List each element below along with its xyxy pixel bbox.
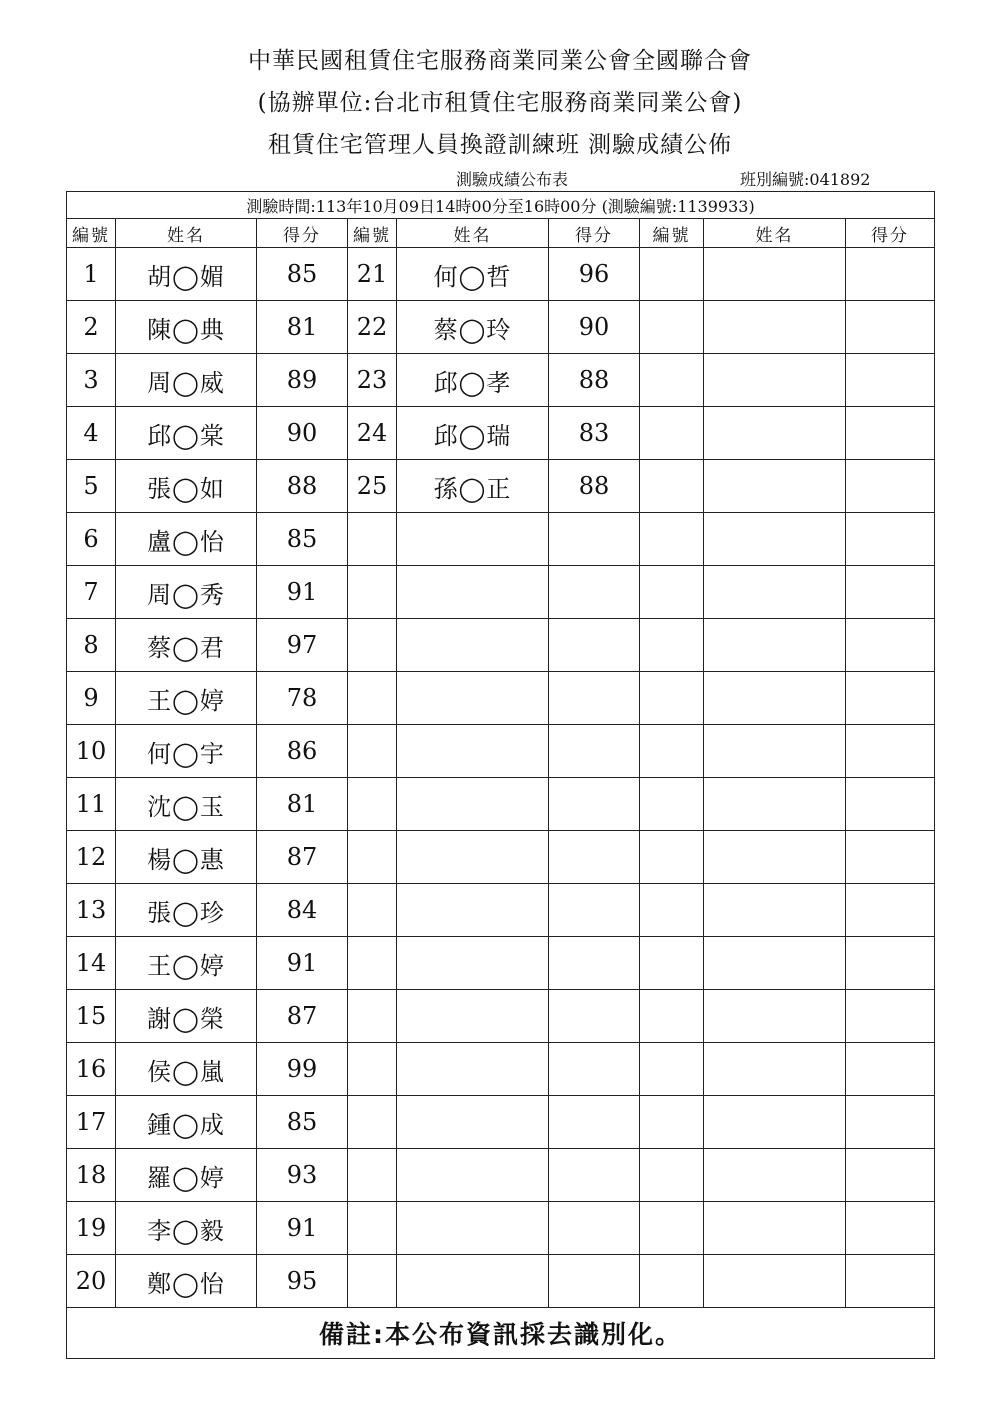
cell-name xyxy=(397,513,549,566)
cell-no xyxy=(348,725,397,778)
cell-name: 李◯毅 xyxy=(116,1202,257,1255)
header-name: 姓名 xyxy=(704,219,846,248)
cell-score xyxy=(846,990,935,1043)
cell-score: 86 xyxy=(257,725,348,778)
cell-no xyxy=(348,513,397,566)
cell-no xyxy=(348,566,397,619)
cell-name: 陳◯典 xyxy=(116,301,257,354)
column-header-row xyxy=(67,219,935,248)
table-row xyxy=(67,407,935,460)
table-row xyxy=(67,248,935,301)
cell-no xyxy=(348,1202,397,1255)
cell-score xyxy=(846,884,935,937)
cell-score: 88 xyxy=(549,354,640,407)
table-row xyxy=(67,619,935,672)
cell-no xyxy=(640,354,704,407)
cell-name: 何◯宇 xyxy=(116,725,257,778)
cell-score xyxy=(549,1096,640,1149)
cell-name xyxy=(397,1043,549,1096)
table-row xyxy=(67,513,935,566)
cell-no: 25 xyxy=(348,460,397,513)
cell-name xyxy=(397,1149,549,1202)
cell-name: 鄭◯怡 xyxy=(116,1255,257,1308)
cell-name xyxy=(704,301,846,354)
cell-score: 83 xyxy=(549,407,640,460)
cell-score xyxy=(549,672,640,725)
cell-score: 85 xyxy=(257,248,348,301)
table-row xyxy=(67,778,935,831)
cell-name: 謝◯榮 xyxy=(116,990,257,1043)
cell-score: 89 xyxy=(257,354,348,407)
cell-score xyxy=(846,248,935,301)
cell-name xyxy=(397,937,549,990)
cell-score: 91 xyxy=(257,937,348,990)
cell-no: 6 xyxy=(67,513,116,566)
cell-name: 蔡◯君 xyxy=(116,619,257,672)
cell-score xyxy=(846,1096,935,1149)
cell-no xyxy=(640,301,704,354)
cell-score: 85 xyxy=(257,513,348,566)
cell-score: 84 xyxy=(257,884,348,937)
cell-name xyxy=(704,1096,846,1149)
cell-score xyxy=(549,566,640,619)
cell-name: 邱◯孝 xyxy=(397,354,549,407)
cell-no: 17 xyxy=(67,1096,116,1149)
cell-score xyxy=(549,831,640,884)
cell-name: 邱◯瑞 xyxy=(397,407,549,460)
cell-score xyxy=(549,1202,640,1255)
table-row xyxy=(67,566,935,619)
cell-score xyxy=(549,937,640,990)
association-title: 中華民國租賃住宅服務商業同業公會全國聯合會 xyxy=(248,48,752,74)
cell-name xyxy=(704,831,846,884)
cell-name xyxy=(397,884,549,937)
cell-name: 王◯婷 xyxy=(116,937,257,990)
cell-name: 周◯威 xyxy=(116,354,257,407)
header-name: 姓名 xyxy=(397,219,549,248)
table-row xyxy=(67,354,935,407)
cell-name: 何◯哲 xyxy=(397,248,549,301)
table-row xyxy=(67,831,935,884)
cell-no xyxy=(348,937,397,990)
cell-name: 羅◯婷 xyxy=(116,1149,257,1202)
cell-no xyxy=(640,619,704,672)
table-row xyxy=(67,1255,935,1308)
cell-no xyxy=(348,778,397,831)
cell-no xyxy=(348,1043,397,1096)
cell-name xyxy=(704,1202,846,1255)
cell-score xyxy=(549,1255,640,1308)
score-table xyxy=(66,191,935,1359)
cell-score xyxy=(549,725,640,778)
cell-no xyxy=(348,619,397,672)
cell-no xyxy=(640,1255,704,1308)
cell-name xyxy=(704,460,846,513)
cell-name: 張◯如 xyxy=(116,460,257,513)
header-name: 姓名 xyxy=(116,219,257,248)
cell-no: 15 xyxy=(67,990,116,1043)
cell-no xyxy=(640,513,704,566)
cell-score xyxy=(846,460,935,513)
remark-note: 備註:本公布資訊採去識別化。 xyxy=(67,1308,935,1359)
course-title: 租賃住宅管理人員換證訓練班 測驗成績公佈 xyxy=(267,132,733,158)
cell-name xyxy=(704,566,846,619)
cell-name: 胡◯媚 xyxy=(116,248,257,301)
table-row xyxy=(67,460,935,513)
cell-name xyxy=(704,990,846,1043)
cell-score: 97 xyxy=(257,619,348,672)
cell-no: 2 xyxy=(67,301,116,354)
cell-name: 鍾◯成 xyxy=(116,1096,257,1149)
cell-score xyxy=(846,937,935,990)
cell-name xyxy=(704,407,846,460)
cell-name xyxy=(704,778,846,831)
table-row xyxy=(67,1043,935,1096)
cell-no xyxy=(640,937,704,990)
cell-no xyxy=(640,407,704,460)
cell-no: 23 xyxy=(348,354,397,407)
cell-no: 8 xyxy=(67,619,116,672)
cell-name xyxy=(704,884,846,937)
cell-score xyxy=(846,354,935,407)
cell-score: 85 xyxy=(257,1096,348,1149)
cell-score xyxy=(846,831,935,884)
cell-name: 王◯婷 xyxy=(116,672,257,725)
cell-name xyxy=(704,248,846,301)
header-no: 編號 xyxy=(348,219,397,248)
table-row xyxy=(67,884,935,937)
cell-name: 張◯珍 xyxy=(116,884,257,937)
cell-no: 9 xyxy=(67,672,116,725)
cell-name: 盧◯怡 xyxy=(116,513,257,566)
cell-score xyxy=(846,672,935,725)
cell-no xyxy=(348,1149,397,1202)
cell-name xyxy=(397,831,549,884)
cell-no: 21 xyxy=(348,248,397,301)
table-row xyxy=(67,301,935,354)
cell-score xyxy=(846,566,935,619)
cell-no: 3 xyxy=(67,354,116,407)
exam-time-info: 測驗時間:113年10月09日14時00分至16時00分 (測驗編號:1139933) xyxy=(67,192,935,219)
cell-name xyxy=(397,672,549,725)
cell-score: 90 xyxy=(549,301,640,354)
cell-name xyxy=(704,354,846,407)
table-row xyxy=(67,937,935,990)
cell-no xyxy=(640,884,704,937)
cell-score: 81 xyxy=(257,301,348,354)
header-no: 編號 xyxy=(640,219,704,248)
cell-name xyxy=(397,1255,549,1308)
header-no: 編號 xyxy=(67,219,116,248)
cell-no: 16 xyxy=(67,1043,116,1096)
cell-score xyxy=(846,1043,935,1096)
cell-score xyxy=(549,778,640,831)
cell-no: 1 xyxy=(67,248,116,301)
cell-name xyxy=(397,1202,549,1255)
cell-no xyxy=(640,672,704,725)
header-score: 得分 xyxy=(257,219,348,248)
cell-no xyxy=(348,990,397,1043)
cell-score: 93 xyxy=(257,1149,348,1202)
cell-score: 87 xyxy=(257,990,348,1043)
cell-name: 孫◯正 xyxy=(397,460,549,513)
cell-name: 蔡◯玲 xyxy=(397,301,549,354)
cell-no xyxy=(348,884,397,937)
cell-score: 91 xyxy=(257,566,348,619)
cell-score: 99 xyxy=(257,1043,348,1096)
cell-name: 楊◯惠 xyxy=(116,831,257,884)
table-row xyxy=(67,672,935,725)
cell-no xyxy=(640,566,704,619)
cell-no xyxy=(640,1149,704,1202)
header-score: 得分 xyxy=(846,219,935,248)
table-row xyxy=(67,725,935,778)
table-row xyxy=(67,1096,935,1149)
cell-score: 95 xyxy=(257,1255,348,1308)
cell-name xyxy=(704,1043,846,1096)
cell-score xyxy=(549,884,640,937)
cell-no xyxy=(640,248,704,301)
cell-no: 20 xyxy=(67,1255,116,1308)
cell-no xyxy=(348,831,397,884)
cell-no: 4 xyxy=(67,407,116,460)
cell-no: 11 xyxy=(67,778,116,831)
co-organizer-line: (協辦單位:台北市租賃住宅服務商業同業公會) xyxy=(257,90,743,116)
cell-name: 周◯秀 xyxy=(116,566,257,619)
cell-no xyxy=(348,1096,397,1149)
cell-no: 18 xyxy=(67,1149,116,1202)
cell-no xyxy=(348,672,397,725)
cell-name xyxy=(397,1096,549,1149)
cell-no xyxy=(640,1202,704,1255)
cell-name xyxy=(704,937,846,990)
cell-no: 14 xyxy=(67,937,116,990)
cell-no: 5 xyxy=(67,460,116,513)
table-row xyxy=(67,990,935,1043)
cell-name: 邱◯棠 xyxy=(116,407,257,460)
cell-score xyxy=(846,1149,935,1202)
cell-no: 19 xyxy=(67,1202,116,1255)
cell-score: 96 xyxy=(549,248,640,301)
cell-score xyxy=(846,513,935,566)
form-title: 測驗成績公布表 xyxy=(456,170,569,189)
cell-score xyxy=(846,301,935,354)
header-score: 得分 xyxy=(549,219,640,248)
cell-no xyxy=(640,1043,704,1096)
cell-no xyxy=(348,1255,397,1308)
cell-name xyxy=(397,566,549,619)
cell-no: 10 xyxy=(67,725,116,778)
cell-score xyxy=(549,990,640,1043)
cell-no xyxy=(640,831,704,884)
cell-score xyxy=(846,778,935,831)
cell-score: 87 xyxy=(257,831,348,884)
cell-no xyxy=(640,778,704,831)
cell-name xyxy=(397,778,549,831)
cell-name xyxy=(704,1149,846,1202)
cell-no: 22 xyxy=(348,301,397,354)
cell-no: 13 xyxy=(67,884,116,937)
cell-score xyxy=(549,1149,640,1202)
cell-score: 78 xyxy=(257,672,348,725)
cell-score xyxy=(846,1202,935,1255)
cell-score xyxy=(549,513,640,566)
cell-score xyxy=(846,407,935,460)
cell-name: 沈◯玉 xyxy=(116,778,257,831)
cell-no xyxy=(640,460,704,513)
cell-name xyxy=(397,619,549,672)
cell-name xyxy=(704,1255,846,1308)
cell-name xyxy=(704,619,846,672)
cell-name xyxy=(704,672,846,725)
cell-no xyxy=(640,990,704,1043)
cell-no: 24 xyxy=(348,407,397,460)
cell-name xyxy=(704,725,846,778)
table-row xyxy=(67,1149,935,1202)
cell-score: 90 xyxy=(257,407,348,460)
cell-name: 侯◯嵐 xyxy=(116,1043,257,1096)
table-row xyxy=(67,1202,935,1255)
class-number: 班別編號:041892 xyxy=(740,170,871,189)
cell-name xyxy=(397,990,549,1043)
cell-score xyxy=(846,619,935,672)
cell-score xyxy=(549,1043,640,1096)
cell-no xyxy=(640,1096,704,1149)
cell-score: 88 xyxy=(549,460,640,513)
cell-score: 91 xyxy=(257,1202,348,1255)
cell-no: 7 xyxy=(67,566,116,619)
cell-no xyxy=(640,725,704,778)
cell-score xyxy=(846,725,935,778)
cell-name xyxy=(704,513,846,566)
cell-name xyxy=(397,725,549,778)
cell-score: 88 xyxy=(257,460,348,513)
cell-score: 81 xyxy=(257,778,348,831)
cell-no: 12 xyxy=(67,831,116,884)
cell-score xyxy=(846,1255,935,1308)
cell-score xyxy=(549,619,640,672)
